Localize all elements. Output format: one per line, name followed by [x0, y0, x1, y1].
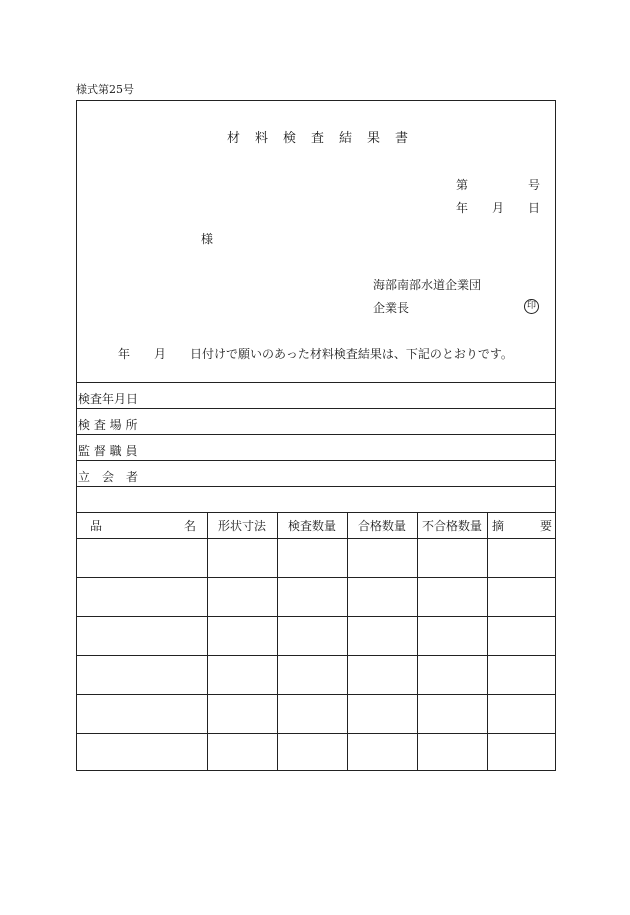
table-column-divider: [417, 512, 418, 771]
body-sentence: 日付けで願いのあった材料検査結果は、下記のとおりです。: [190, 347, 513, 361]
date-day-label: 日: [528, 201, 541, 215]
header-remarks-part1: 摘: [492, 519, 505, 533]
header-remarks-part2: 要: [540, 519, 553, 533]
info-row-inspection-place: 検 査 場 所: [78, 418, 138, 432]
number-suffix: 号: [528, 178, 541, 192]
date-year-label: 年: [456, 201, 469, 215]
issuer-title: 企業長: [373, 301, 410, 315]
table-header-line: [76, 538, 556, 539]
seal-mark: 印: [524, 299, 539, 314]
issuer-organization: 海部南部水道企業団: [373, 278, 482, 292]
info-row-inspection-date: 検査年月日: [78, 392, 139, 406]
header-item-name-part1: 品: [90, 519, 103, 533]
info-row-witness: 立 会 者: [78, 470, 139, 484]
table-column-divider: [277, 512, 278, 771]
table-row-line: [76, 733, 556, 734]
table-row-line: [76, 694, 556, 695]
info-row-supervisor: 監 督 職 員: [78, 444, 138, 458]
date-month-label: 月: [492, 201, 505, 215]
addressee-suffix: 様: [201, 232, 214, 246]
number-prefix: 第: [456, 178, 469, 192]
table-column-divider: [347, 512, 348, 771]
table-column-divider: [207, 512, 208, 771]
header-inspected-qty: 検査数量: [288, 519, 337, 533]
form-frame: [76, 100, 556, 771]
header-passed-qty: 合格数量: [358, 519, 407, 533]
body-year-label: 年: [118, 347, 131, 361]
table-top-line: [76, 512, 556, 513]
info-line: [76, 434, 556, 435]
header-item-name-part2: 名: [184, 519, 197, 533]
info-line: [76, 460, 556, 461]
table-row-line: [76, 655, 556, 656]
info-top-line: [76, 382, 556, 383]
table-row-line: [76, 616, 556, 617]
header-failed-qty: 不合格数量: [422, 519, 483, 533]
table-column-divider: [487, 512, 488, 771]
table-row-line: [76, 577, 556, 578]
header-shape-size: 形状寸法: [218, 519, 267, 533]
document-title: 材料検査結果書: [227, 131, 424, 146]
form-number-label: 様式第25号: [76, 83, 134, 96]
info-line: [76, 408, 556, 409]
body-month-label: 月: [154, 347, 167, 361]
info-line: [76, 486, 556, 487]
